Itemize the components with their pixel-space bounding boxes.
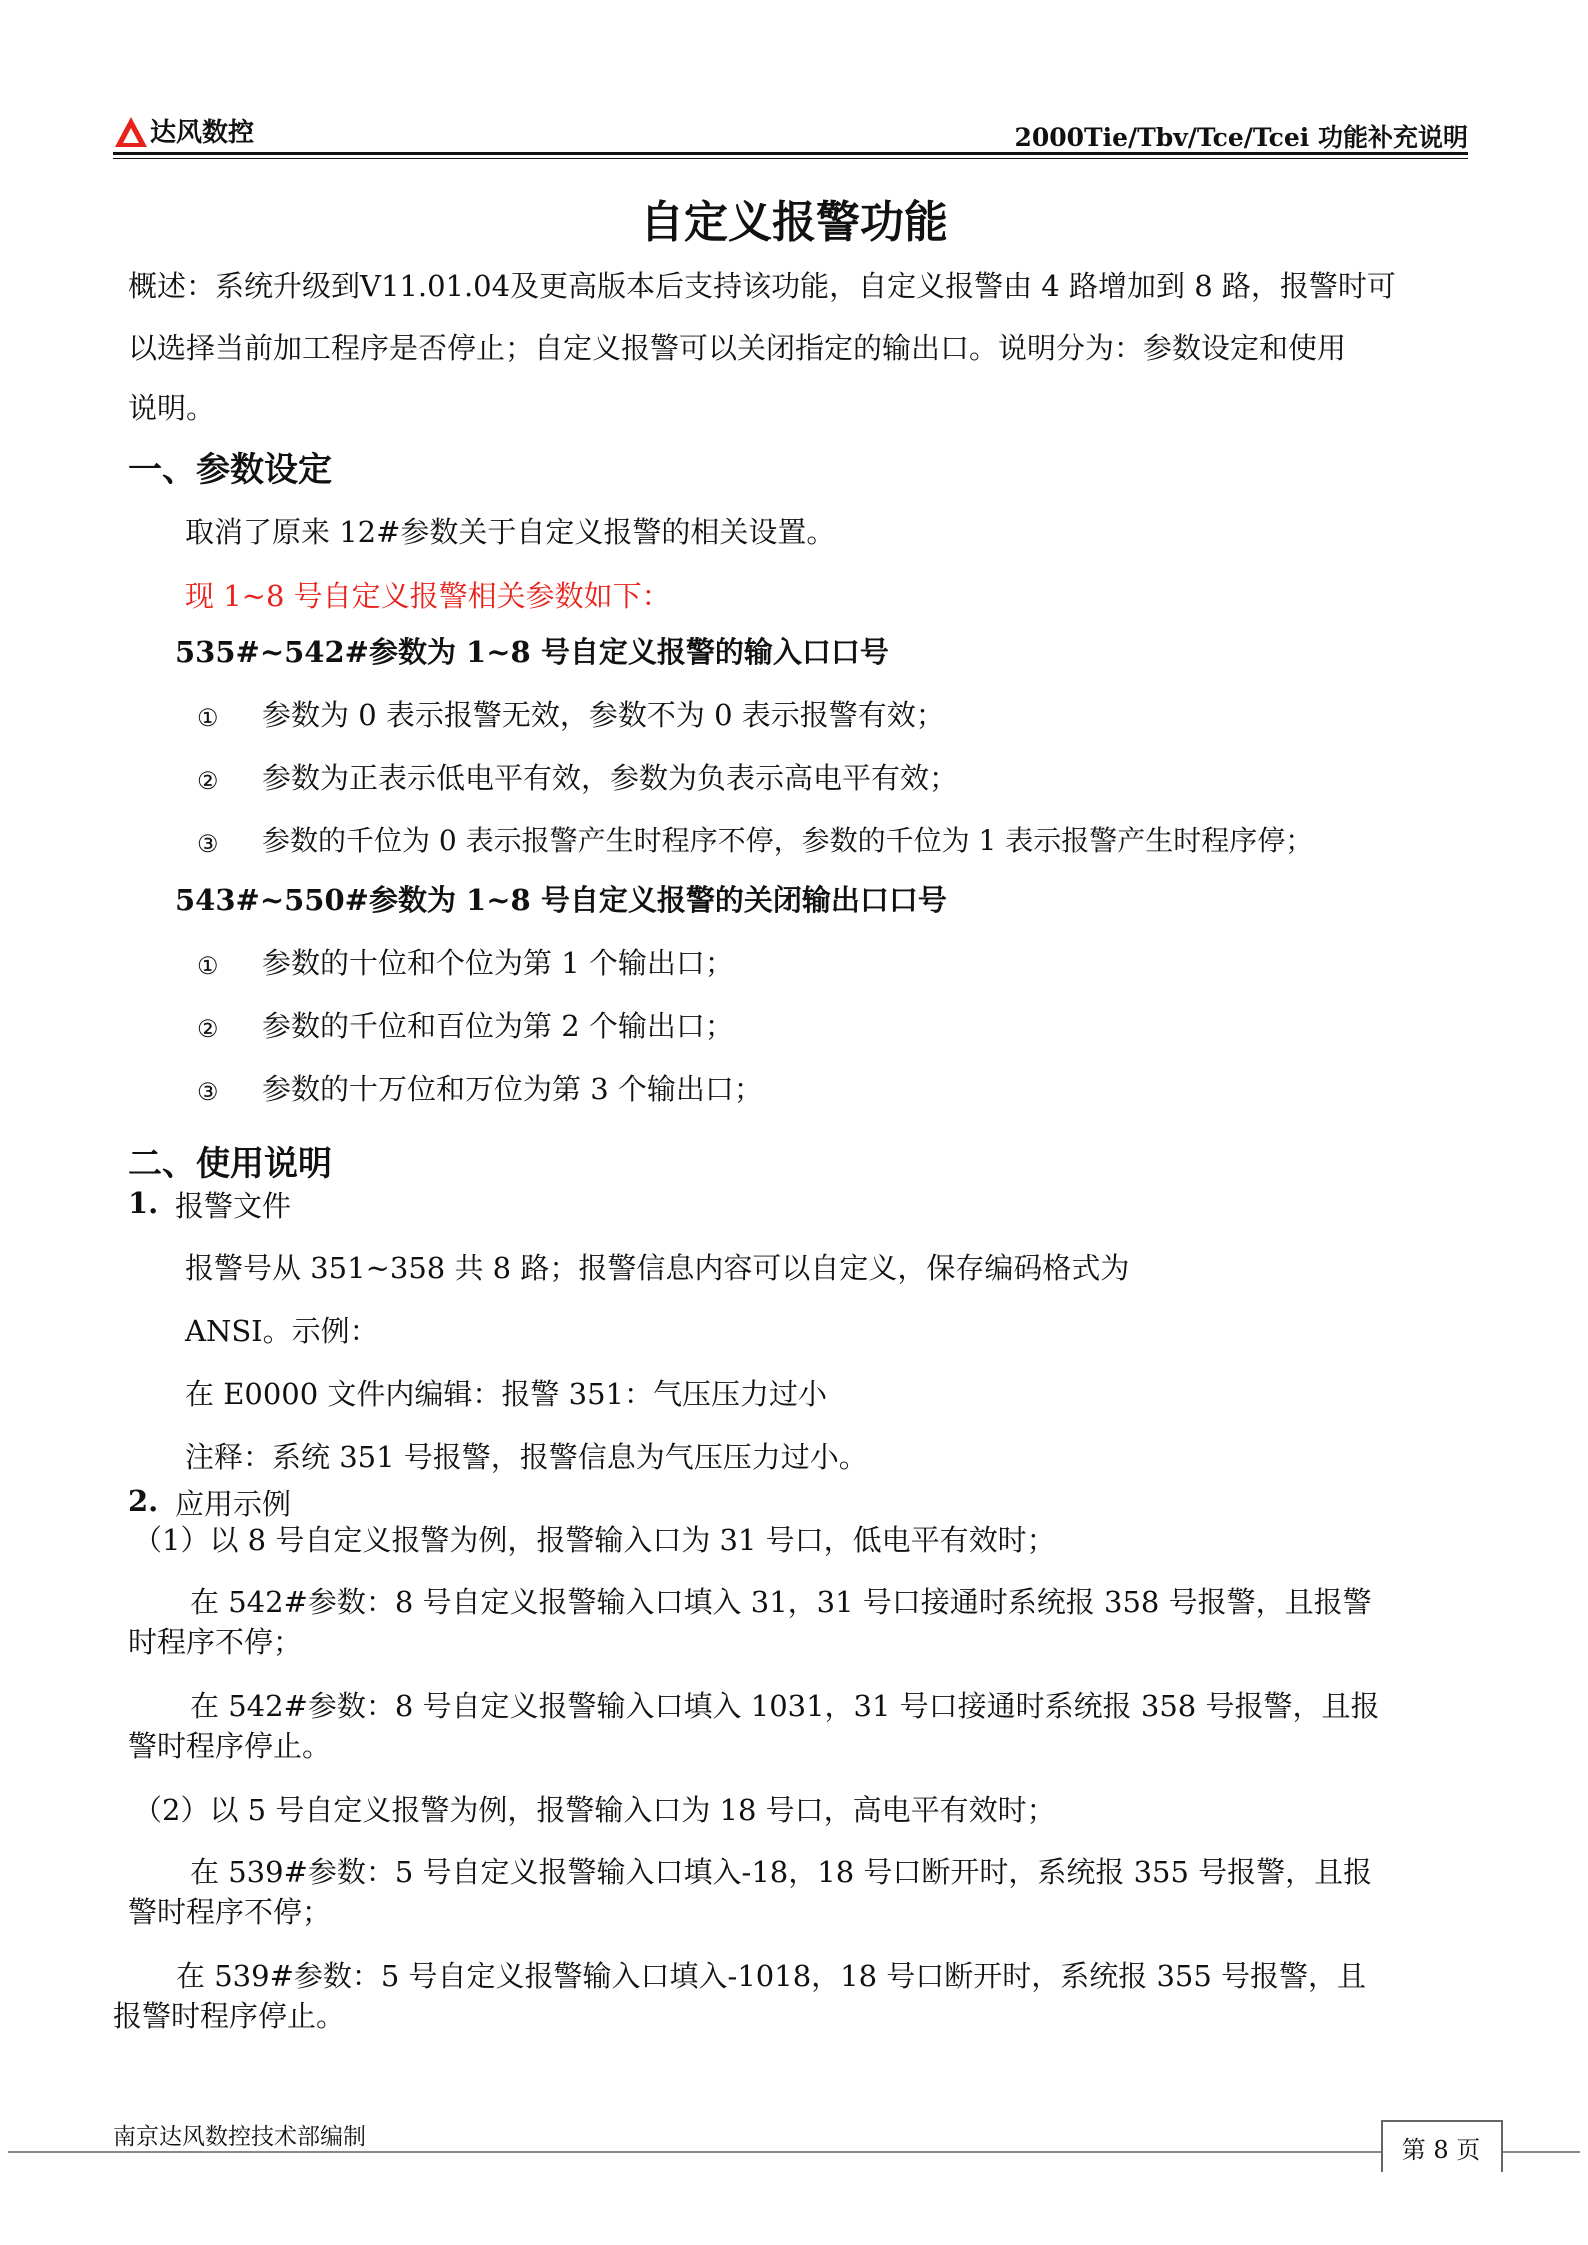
page-number: 第 8 页 xyxy=(1401,2136,1481,2164)
param-group-2-item-3: 参数的十万位和万位为第 3 个输出口； xyxy=(262,1072,763,1106)
footer-rule xyxy=(8,2151,1580,2153)
overview-line-3: 说明。 xyxy=(128,391,216,425)
param-group-1-item-2-mark: ② xyxy=(197,767,219,795)
example-1-a-line-2: 时程序不停； xyxy=(128,1625,303,1659)
subsection-2-number: 2. xyxy=(128,1484,159,1518)
section-2-heading: 二、使用说明 xyxy=(128,1144,332,1184)
param-group-2-item-1-mark: ① xyxy=(197,952,219,980)
example-2-b-line-1: 在 539#参数：5 号自定义报警输入口填入-1018，18 号口断开时，系统报 355 号报警，且 xyxy=(176,1959,1367,1993)
param-group-1-item-2: 参数为正表示低电平有效，参数为负表示高电平有效； xyxy=(262,761,959,795)
subsection-1-label: 报警文件 xyxy=(175,1189,292,1223)
alarm-file-line-2: ANSI。示例： xyxy=(185,1314,379,1348)
section-1-highlight: 现 1~8 号自定义报警相关参数如下： xyxy=(185,579,671,613)
subsection-1-number: 1. xyxy=(128,1186,159,1220)
company-name: 达风数控 xyxy=(150,118,255,148)
example-1-b-line-2: 警时程序停止。 xyxy=(128,1729,332,1763)
document-title: 2000Tie/Tbv/Tce/Tcei 功能补充说明 xyxy=(1014,123,1468,152)
header-rule xyxy=(113,152,1468,155)
section-1-heading: 一、参数设定 xyxy=(128,450,332,490)
example-2-title: （2）以 5 号自定义报警为例，报警输入口为 18 号口，高电平有效时； xyxy=(133,1793,1056,1827)
param-group-2-title: 543#~550#参数为 1~8 号自定义报警的关闭输出口口号 xyxy=(175,883,947,917)
param-group-1-item-3-mark: ③ xyxy=(197,830,219,858)
company-logo-icon xyxy=(113,112,149,152)
footer-compiler: 南京达风数控技术部编制 xyxy=(113,2124,366,2150)
alarm-file-line-4: 注释：系统 351 号报警，报警信息为气压压力过小。 xyxy=(185,1440,868,1474)
param-group-1-item-1-mark: ① xyxy=(197,704,219,732)
param-group-2-item-1: 参数的十位和个位为第 1 个输出口； xyxy=(262,946,734,980)
example-1-b-line-1: 在 542#参数：8 号自定义报警输入口填入 1031，31 号口接通时系统报 358 号报警，且报 xyxy=(190,1689,1380,1723)
param-group-1-title: 535#~542#参数为 1~8 号自定义报警的输入口口号 xyxy=(175,635,889,669)
overview-line-2: 以选择当前加工程序是否停止；自定义报警可以关闭指定的输出口。说明分为：参数设定和使用 xyxy=(128,331,1347,365)
param-group-1-item-3: 参数的千位为 0 表示报警产生时程序不停，参数的千位为 1 表示报警产生时程序停； xyxy=(262,824,1314,857)
header-rule-thin xyxy=(113,158,1468,159)
param-group-2-item-3-mark: ③ xyxy=(197,1078,219,1106)
example-1-title: （1）以 8 号自定义报警为例，报警输入口为 31 号口，低电平有效时； xyxy=(133,1523,1056,1557)
example-2-a-line-2: 警时程序不停； xyxy=(128,1895,332,1929)
alarm-file-line-1: 报警号从 351~358 共 8 路；报警信息内容可以自定义，保存编码格式为 xyxy=(185,1251,1130,1285)
overview-line-1: 概述：系统升级到V11.01.04及更高版本后支持该功能，自定义报警由 4 路增加到 8 路，报警时可 xyxy=(128,269,1396,303)
example-2-b-line-2: 报警时程序停止。 xyxy=(113,1999,346,2033)
example-1-a-line-1: 在 542#参数：8 号自定义报警输入口填入 31，31 号口接通时系统报 358 号报警，且报警 xyxy=(190,1585,1372,1619)
param-group-2-item-2: 参数的千位和百位为第 2 个输出口； xyxy=(262,1009,734,1043)
example-2-a-line-1: 在 539#参数：5 号自定义报警输入口填入-18，18 号口断开时，系统报 355 号报警，且报 xyxy=(190,1855,1373,1889)
alarm-file-line-3: 在 E0000 文件内编辑：报警 351：气压压力过小 xyxy=(185,1377,827,1411)
section-1-intro: 取消了原来 12#参数关于自定义报警的相关设置。 xyxy=(185,515,836,549)
param-group-1-item-1: 参数为 0 表示报警无效，参数不为 0 表示报警有效； xyxy=(262,698,945,732)
page-title: 自定义报警功能 xyxy=(640,197,948,248)
param-group-2-item-2-mark: ② xyxy=(197,1015,219,1043)
subsection-2-label: 应用示例 xyxy=(175,1487,292,1521)
